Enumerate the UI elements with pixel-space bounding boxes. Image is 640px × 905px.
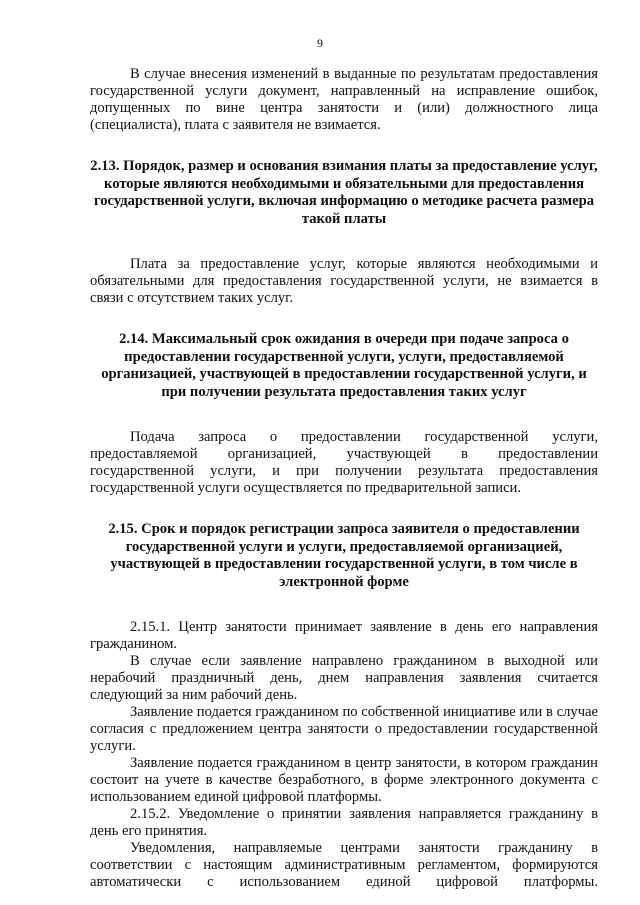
paragraph-2-15-2-notifications: Уведомления, направляемые центрами занятости гражданину в соответствии с настоящим административным регламентом, формируются автоматически с использованием единой цифровой платформы.: [90, 840, 598, 890]
heading-2-13: 2.13. Порядок, размер и основания взимания платы за предоставление услуг, которые являются необходимыми и обязательными для предоставления государственной услуги, включая информацию о методике расчета размера такой платы: [90, 158, 598, 227]
page-number: 9: [317, 36, 323, 50]
paragraph-intro: В случае внесения изменений в выданные по результатам предоставления государственной услуги документ, направленный на исправление ошибок, допущенных по вине центра занятости и (или) должностного лица (специалиста), плата с заявителя не взимается.: [90, 66, 598, 133]
heading-2-14: 2.14. Максимальный срок ожидания в очереди при подаче запроса о предоставлении государственной услуги, услуги, предоставляемой организацией, участвующей в предоставлении государственной услуги, и при получении результата предоставления таких услуг: [101, 331, 587, 400]
paragraph-2-15-1-weekend: В случае если заявление направлено гражданином в выходной или нерабочий праздничный день, днем направления заявления считается следующий за ним рабочий день.: [90, 653, 598, 703]
heading-2-15: 2.15. Срок и порядок регистрации запроса заявителя о предоставлении государственной услуги и услуги, предоставляемой организацией, участвующей в предоставлении государственной услуги, в том числе в электронной форме: [108, 521, 580, 590]
paragraph-2-15-2: 2.15.2. Уведомление о принятии заявления направляется гражданину в день его принятия.: [90, 806, 598, 839]
paragraph-2-15-1: 2.15.1. Центр занятости принимает заявление в день его направления гражданином.: [90, 619, 598, 652]
paragraph-2-15-1-electronic: Заявление подается гражданином в центр занятости, в котором гражданин состоит на учете в качестве безработного, в форме электронного документа с использованием единой цифровой платформы.: [90, 755, 598, 805]
document-body: [90, 66, 598, 891]
paragraph-2-14: Подача запроса о предоставлении государственной услуги, предоставляемой организацией, участвующей в предоставлении государственной услуги, и при получении результата предоставления государственной услуги осуществляется по предварительной записи.: [90, 429, 598, 496]
paragraph-2-13: Плата за предоставление услуг, которые являются необходимыми и обязательными для предоставления государственной услуги, не взимается в связи с отсутствием таких услуг.: [90, 256, 598, 306]
paragraph-2-15-1-initiative: Заявление подается гражданином по собственной инициативе или в случае согласия с предложением центра занятости о предоставлении государственной услуги.: [90, 704, 598, 754]
